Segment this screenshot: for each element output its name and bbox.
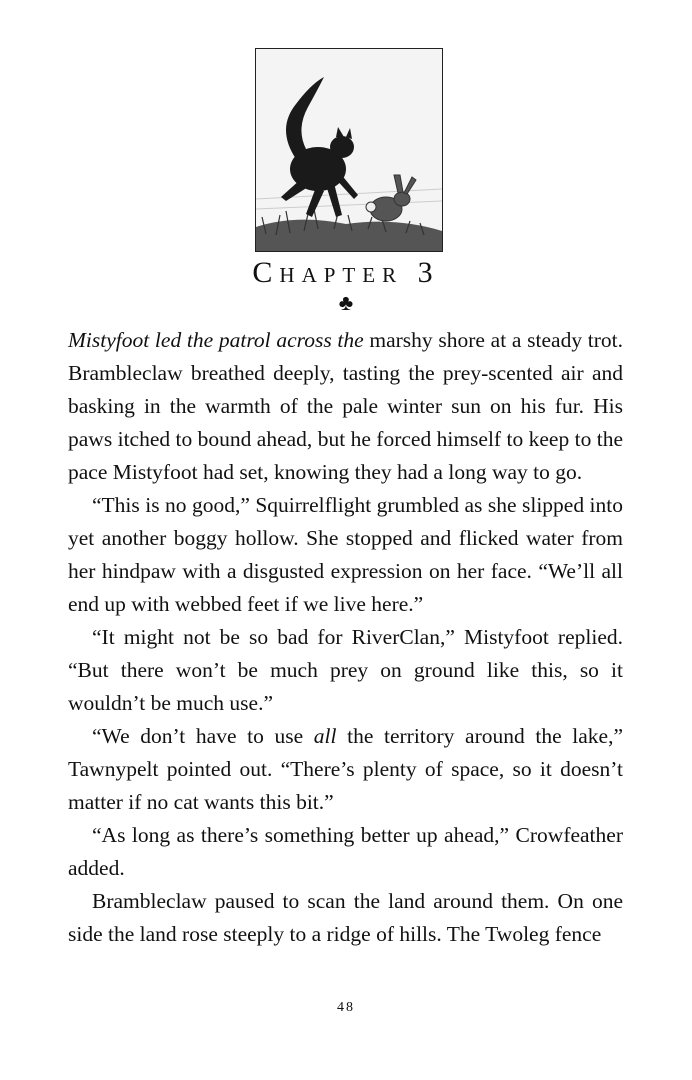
paragraph-5: “As long as there’s something better up ahead,” Crowfeather added. [68,823,623,880]
page-number: 48 [337,1000,355,1015]
paragraph-4-after: the territory around the lake,” Tawnypelt pointed out. “There’s plenty of space, so it doesn’t matter if no cat wants this bit.” [68,724,624,814]
chapter-heading: Chapter 3 [252,256,440,289]
lead-in-italic: Mistyfoot led the patrol across the [68,328,364,352]
chapter-illustration [255,48,443,252]
paragraph-6: Brambleclaw paused to scan the land around them. On one side the land rose steeply to a ridge of hills. The Twoleg fence [68,889,623,946]
paragraph-4 [68,720,623,819]
paragraph-1-text: marshy shore at a steady trot. Brambleclaw breathed deeply, tasting the prey-scented air and basking in the warmth of the pale winter sun on his fur. His paws itched to bound ahead, but he forced himself to keep to the pace Mistyfoot had set, knowing they had a long way to go. [68,328,624,484]
paragraph-4-before: “We don’t have to use [92,724,314,748]
paragraph-2: “This is no good,” Squirrelflight grumbled as she slipped into yet another boggy hollow. She stopped and flicked water from her hindpaw with a disgusted expression on her face. “We’ll all end up with webbed feet if we live here.” [68,493,623,616]
cat-and-rabbit-illustration [256,49,442,251]
club-ornament-icon: ♣ [338,290,354,315]
chapter-body [68,324,623,951]
paragraph-3: “It might not be so bad for RiverClan,” Mistyfoot replied. “But there won’t be much prey on ground like this, so it wouldn’t be much use.” [68,625,623,715]
paragraph-1 [68,324,623,489]
paragraph-4-emphasis: all [313,724,337,748]
